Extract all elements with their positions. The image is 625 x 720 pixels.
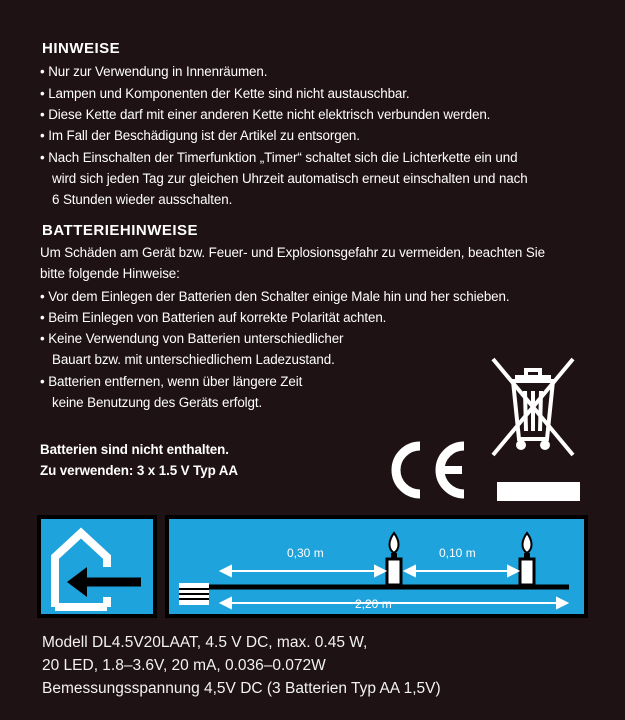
batterie-title: BATTERIEHINWEISE (42, 222, 199, 239)
batterie-intro: bitte folgende Hinweise: (40, 266, 180, 281)
spec-line: Modell DL4.5V20LAAT, 4.5 V DC, max. 0.45 W, (42, 634, 368, 651)
weee-bin-icon (485, 355, 581, 459)
hinweise-item: 6 Stunden wieder ausschalten. (52, 192, 233, 207)
batterie-item: • Vor dem Einlegen der Batterien den Schalter einige Male hin und her schieben. (40, 289, 510, 304)
ce-mark-icon (384, 440, 468, 500)
hinweise-item: • Diese Kette darf mit einer anderen Kette nicht elektrisch verbunden werden. (40, 107, 491, 122)
dimension-diagram-panel (165, 515, 588, 618)
hinweise-item: • Lampen und Komponenten der Kette sind nicht austauschbar. (40, 86, 410, 101)
hinweise-item: • Nur zur Verwendung in Innenräumen. (40, 64, 268, 79)
batterie-item: keine Benutzung des Geräts erfolgt. (52, 395, 263, 410)
batterie-item: • Batterien entfernen, wenn über längere Zeit (40, 374, 303, 389)
hinweise-item: • Nach Einschalten der Timerfunktion „Timer“ schaltet sich die Lichterkette ein und (40, 150, 518, 165)
hinweise-title: HINWEISE (42, 40, 121, 57)
dimension-label: 0,30 m (287, 546, 324, 560)
dimension-label: 2,20 m (355, 597, 392, 611)
spec-line: 20 LED, 1.8–3.6V, 20 mA, 0.036–0.072W (42, 657, 326, 674)
weee-underline-bar (497, 482, 580, 501)
batterie-intro: Um Schäden am Gerät bzw. Feuer- und Explosionsgefahr zu vermeiden, beachten Sie (40, 245, 545, 260)
indoor-use-panel (37, 515, 157, 618)
battery-not-included-note: Batterien sind nicht enthalten. (40, 442, 229, 457)
indoor-house-icon (41, 519, 153, 614)
led-lamp-icon (520, 533, 534, 585)
hinweise-item: wird sich jeden Tag zur gleichen Uhrzeit automatisch erneut einschalten und nach (52, 171, 528, 186)
batterie-item: Bauart bzw. mit unterschiedlichem Ladezustand. (52, 352, 335, 367)
dimension-label: 0,10 m (439, 546, 476, 560)
led-lamp-icon (387, 533, 401, 585)
spec-line: Bemessungsspannung 4,5V DC (3 Batterien Typ AA 1,5V) (42, 680, 441, 697)
batterie-item: • Keine Verwendung von Batterien unterschiedlicher (40, 331, 344, 346)
battery-type-note: Zu verwenden: 3 x 1.5 V Typ AA (40, 463, 238, 478)
hinweise-item: • Im Fall der Beschädigung ist der Artikel zu entsorgen. (40, 128, 360, 143)
batterie-item: • Beim Einlegen von Batterien auf korrekte Polarität achten. (40, 310, 387, 325)
